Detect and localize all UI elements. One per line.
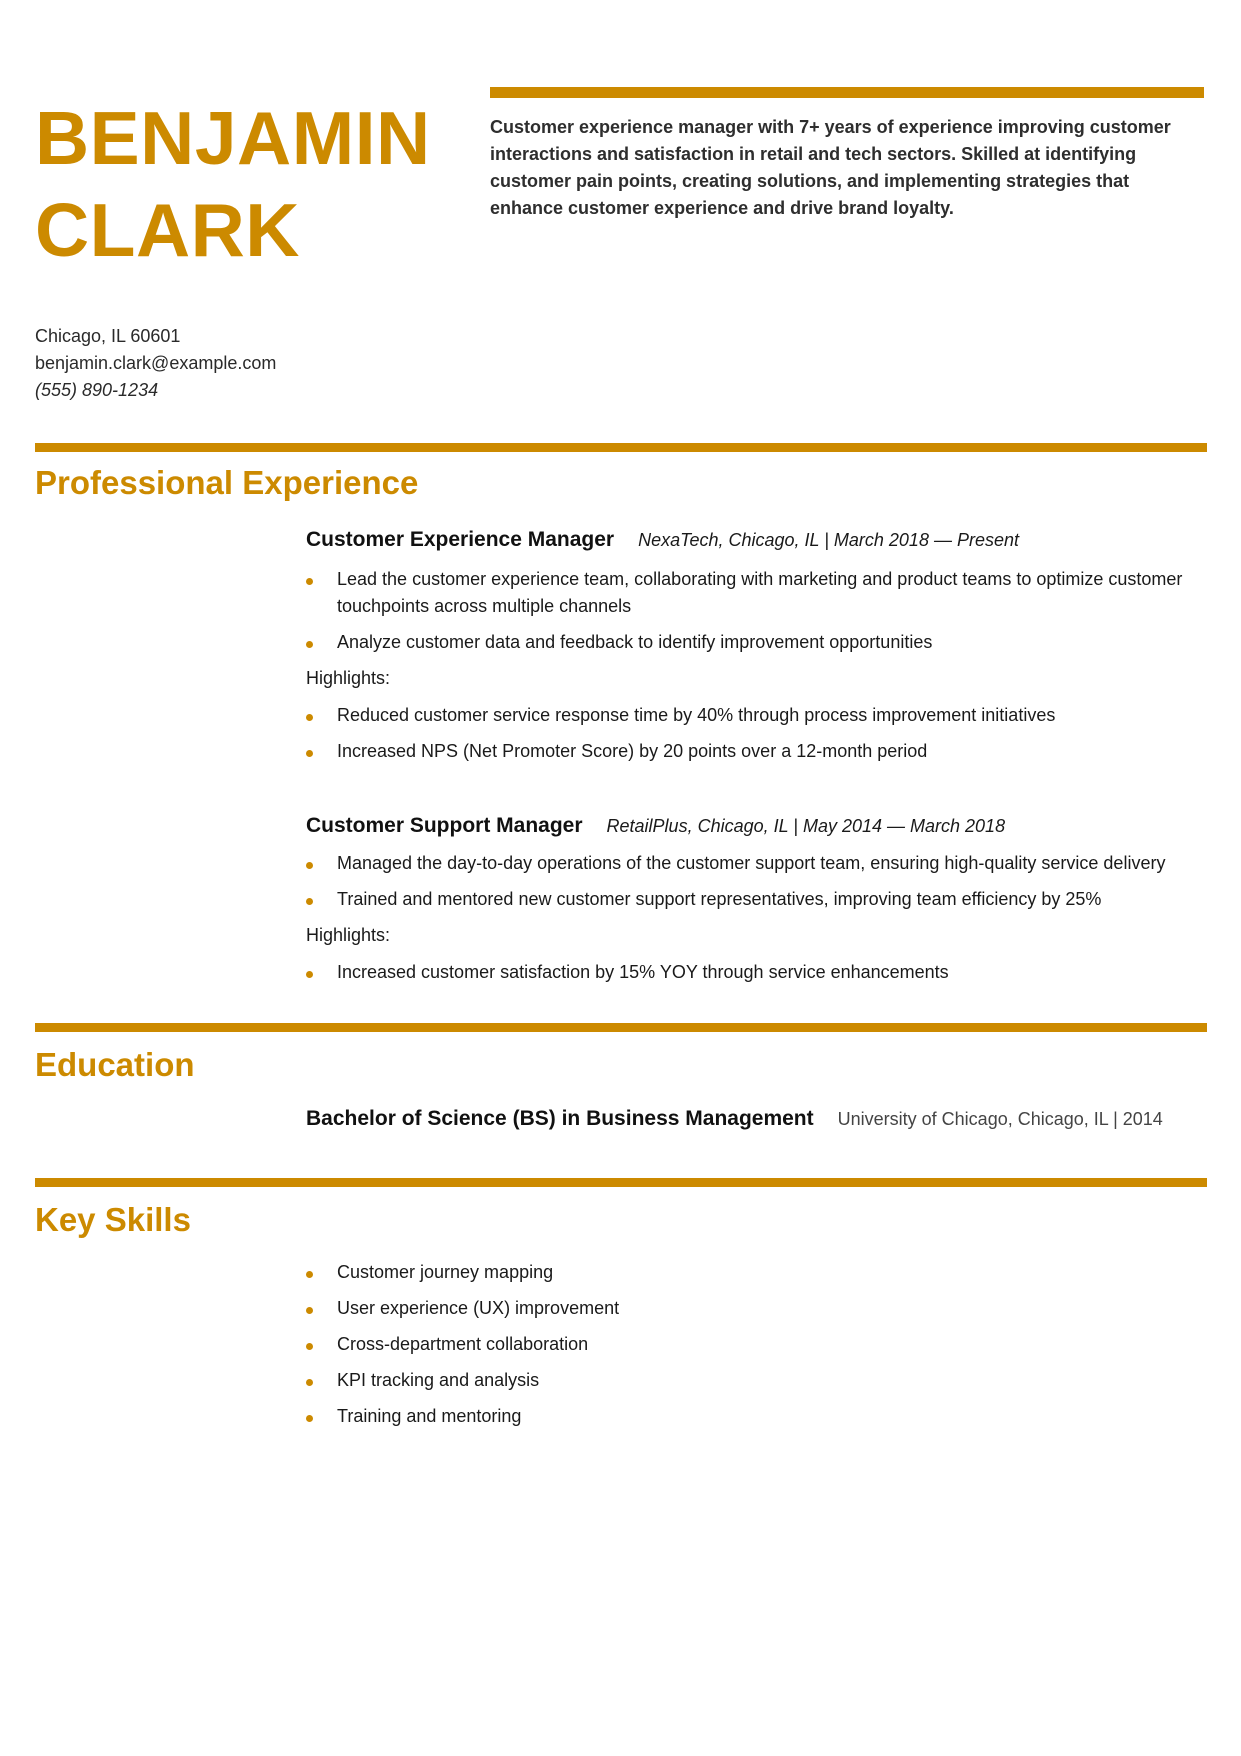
skills-list-container [306,1259,1210,1439]
bullet-icon [306,1271,313,1278]
job-meta: RetailPlus, Chicago, IL | May 2014 — March 2018 [606,816,1006,836]
list-item: Managed the day-to-day operations of the customer support team, ensuring high-quality service delivery [306,850,1210,877]
contact-email[interactable]: benjamin.clark@example.com [35,353,277,373]
job-highlights [306,959,1210,986]
list-item: Lead the customer experience team, collaborating with marketing and product teams to optimize customer touchpoints across multiple channels [306,566,1210,620]
list-item: Trained and mentored new customer support representatives, improving team efficiency by 25% [306,886,1210,913]
bullet-icon [306,578,313,585]
experience-heading: Professional Experience [35,464,419,501]
skill-item: Training and mentoring [306,1403,1210,1430]
education-entry [306,1107,1210,1131]
skill-item: Customer journey mapping [306,1259,1210,1286]
bullet-icon [306,1379,313,1386]
last-name: CLARK [35,188,300,272]
contact-phone[interactable]: (555) 890-1234 [35,380,159,400]
bullet-icon [306,1415,313,1422]
skills-heading: Key Skills [35,1201,191,1238]
education-header [306,1107,1210,1131]
education-meta: University of Chicago, Chicago, IL | 2014 [837,1109,1163,1129]
job-header [306,528,1210,552]
job-entry [306,814,1210,995]
highlights-label: Highlights: [306,925,391,945]
job-entry [306,528,1210,774]
degree-title: Bachelor of Science (BS) in Business Management [306,1107,814,1130]
profile-summary: Customer experience manager with 7+ years of experience improving customer interactions and satisfaction in retail and tech sectors. Skilled at identifying customer pain points, creating solutions, and implementing strategies that enhance customer experience and drive brand loyalty. [490,117,1171,218]
skill-item: Cross-department collaboration [306,1331,1210,1358]
job-responsibilities [306,566,1210,656]
bullet-icon [306,862,313,869]
skill-item: User experience (UX) improvement [306,1295,1210,1322]
first-name: BENJAMIN [35,96,431,180]
skills-list [306,1259,1210,1430]
contact-address: Chicago, IL 60601 [35,326,181,346]
bullet-icon [306,898,313,905]
job-responsibilities [306,850,1210,913]
job-meta: NexaTech, Chicago, IL | March 2018 — Present [638,530,1019,550]
candidate-name [35,92,455,276]
education-heading: Education [35,1046,195,1083]
bullet-icon [306,641,313,648]
list-item: Analyze customer data and feedback to identify improvement opportunities [306,629,1210,656]
job-highlights [306,702,1210,765]
bullet-icon [306,714,313,721]
bullet-icon [306,971,313,978]
job-title: Customer Experience Manager [306,528,615,551]
list-item: Increased NPS (Net Promoter Score) by 20 points over a 12-month period [306,738,1210,765]
contact-info [35,323,276,404]
bullet-icon [306,750,313,757]
list-item: Reduced customer service response time by 40% through process improvement initiatives [306,702,1210,729]
skill-item: KPI tracking and analysis [306,1367,1210,1394]
experience-divider [35,443,1207,452]
job-title: Customer Support Manager [306,814,583,837]
job-header [306,814,1210,838]
education-divider [35,1023,1207,1032]
bullet-icon [306,1343,313,1350]
summary-divider [490,87,1204,98]
highlights-label: Highlights: [306,668,391,688]
bullet-icon [306,1307,313,1314]
skills-divider [35,1178,1207,1187]
list-item: Increased customer satisfaction by 15% YOY through service enhancements [306,959,1210,986]
